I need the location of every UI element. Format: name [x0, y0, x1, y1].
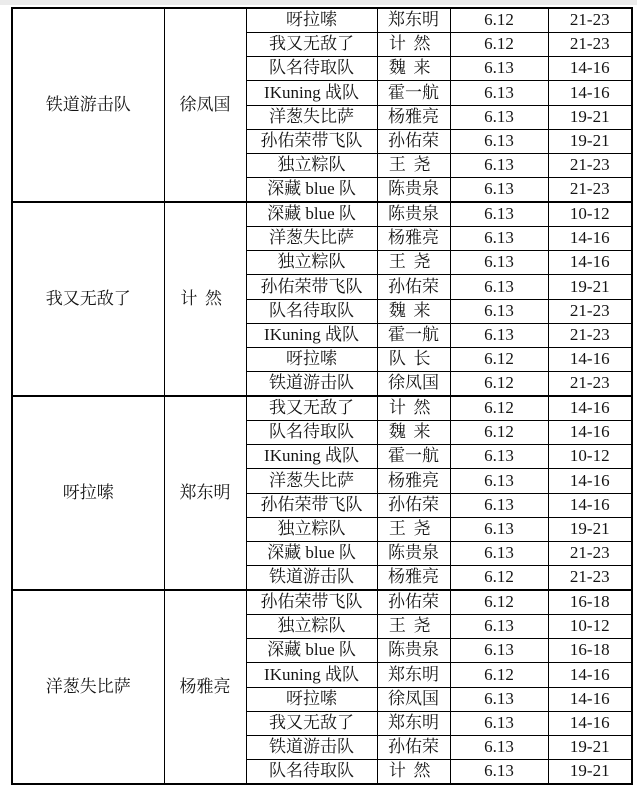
date-cell: 6.12	[450, 420, 548, 444]
opponent-team-cell: 队名待取队	[246, 420, 377, 444]
team-cell: 我又无敌了	[12, 202, 164, 396]
opponent-captain-cell: 计然	[377, 760, 450, 784]
opponent-captain-cell: 徐凤国	[377, 372, 450, 396]
opponent-team-cell: 深藏 blue 队	[246, 542, 377, 566]
table-row	[12, 202, 632, 226]
score-cell: 21-23	[548, 566, 632, 590]
opponent-team-cell: IKuning 战队	[246, 445, 377, 469]
opponent-team-cell: 我又无敌了	[246, 396, 377, 420]
opponent-team-cell: 洋葱失比萨	[246, 105, 377, 129]
date-cell: 6.13	[450, 202, 548, 226]
opponent-captain-cell: 队长	[377, 348, 450, 372]
opponent-captain-cell: 郑东明	[377, 663, 450, 687]
team-cell: 铁道游击队	[12, 8, 164, 202]
opponent-team-cell: 深藏 blue 队	[246, 639, 377, 663]
date-cell: 6.12	[450, 8, 548, 32]
date-cell: 6.13	[450, 275, 548, 299]
opponent-team-cell: 孙佑荣带飞队	[246, 129, 377, 153]
date-cell: 6.12	[450, 566, 548, 590]
score-cell: 19-21	[548, 736, 632, 760]
opponent-team-cell: 铁道游击队	[246, 566, 377, 590]
date-cell: 6.12	[450, 372, 548, 396]
opponent-captain-cell: 郑东明	[377, 711, 450, 735]
opponent-team-cell: 铁道游击队	[246, 372, 377, 396]
score-cell: 21-23	[548, 32, 632, 56]
date-cell: 6.13	[450, 81, 548, 105]
opponent-captain-cell: 王尧	[377, 517, 450, 541]
opponent-team-cell: 铁道游击队	[246, 736, 377, 760]
score-cell: 21-23	[548, 178, 632, 202]
opponent-team-cell: IKuning 战队	[246, 663, 377, 687]
captain-cell: 计然	[164, 202, 246, 396]
score-cell: 14-16	[548, 469, 632, 493]
date-cell: 6.13	[450, 760, 548, 784]
score-cell: 10-12	[548, 445, 632, 469]
opponent-team-cell: IKuning 战队	[246, 81, 377, 105]
date-cell: 6.12	[450, 32, 548, 56]
captain-cell: 杨雅亮	[164, 590, 246, 784]
opponent-team-cell: 孙佑荣带飞队	[246, 275, 377, 299]
opponent-team-cell: 队名待取队	[246, 760, 377, 784]
score-cell: 19-21	[548, 517, 632, 541]
opponent-captain-cell: 孙佑荣	[377, 129, 450, 153]
opponent-team-cell: 洋葱失比萨	[246, 469, 377, 493]
opponent-captain-cell: 王尧	[377, 154, 450, 178]
date-cell: 6.13	[450, 445, 548, 469]
opponent-captain-cell: 陈贵泉	[377, 202, 450, 226]
score-cell: 14-16	[548, 226, 632, 250]
opponent-team-cell: 深藏 blue 队	[246, 178, 377, 202]
opponent-captain-cell: 霍一航	[377, 323, 450, 347]
date-cell: 6.13	[450, 542, 548, 566]
date-cell: 6.13	[450, 493, 548, 517]
score-cell: 14-16	[548, 348, 632, 372]
table-row	[12, 8, 632, 32]
opponent-team-cell: 孙佑荣带飞队	[246, 590, 377, 614]
date-cell: 6.13	[450, 711, 548, 735]
date-cell: 6.13	[450, 154, 548, 178]
opponent-team-cell: 独立粽队	[246, 614, 377, 638]
opponent-captain-cell: 孙佑荣	[377, 493, 450, 517]
opponent-captain-cell: 徐凤国	[377, 687, 450, 711]
opponent-team-cell: 独立粽队	[246, 251, 377, 275]
opponent-captain-cell: 王尧	[377, 614, 450, 638]
date-cell: 6.13	[450, 517, 548, 541]
score-cell: 21-23	[548, 154, 632, 178]
score-cell: 14-16	[548, 396, 632, 420]
score-cell: 14-16	[548, 57, 632, 81]
opponent-captain-cell: 郑东明	[377, 8, 450, 32]
opponent-captain-cell: 杨雅亮	[377, 469, 450, 493]
captain-cell: 徐凤国	[164, 8, 246, 202]
score-cell: 19-21	[548, 760, 632, 784]
date-cell: 6.12	[450, 348, 548, 372]
opponent-team-cell: 我又无敌了	[246, 711, 377, 735]
opponent-captain-cell: 杨雅亮	[377, 566, 450, 590]
opponent-captain-cell: 孙佑荣	[377, 275, 450, 299]
team-cell: 洋葱失比萨	[12, 590, 164, 784]
score-cell: 19-21	[548, 275, 632, 299]
date-cell: 6.13	[450, 323, 548, 347]
opponent-team-cell: 队名待取队	[246, 57, 377, 81]
date-cell: 6.13	[450, 105, 548, 129]
score-cell: 14-16	[548, 663, 632, 687]
opponent-captain-cell: 计然	[377, 32, 450, 56]
date-cell: 6.13	[450, 299, 548, 323]
score-cell: 21-23	[548, 299, 632, 323]
score-cell: 14-16	[548, 687, 632, 711]
date-cell: 6.13	[450, 614, 548, 638]
date-cell: 6.13	[450, 687, 548, 711]
opponent-captain-cell: 杨雅亮	[377, 226, 450, 250]
opponent-captain-cell: 孙佑荣	[377, 736, 450, 760]
score-cell: 21-23	[548, 323, 632, 347]
opponent-team-cell: 队名待取队	[246, 299, 377, 323]
opponent-captain-cell: 霍一航	[377, 81, 450, 105]
opponent-captain-cell: 魏来	[377, 299, 450, 323]
opponent-team-cell: 洋葱失比萨	[246, 226, 377, 250]
opponent-team-cell: 独立粽队	[246, 154, 377, 178]
opponent-captain-cell: 计然	[377, 396, 450, 420]
score-cell: 21-23	[548, 8, 632, 32]
opponent-captain-cell: 杨雅亮	[377, 105, 450, 129]
opponent-team-cell: 深藏 blue 队	[246, 202, 377, 226]
team-cell: 呀拉嗦	[12, 396, 164, 590]
score-cell: 21-23	[548, 372, 632, 396]
match-schedule-table	[11, 7, 633, 785]
score-cell: 14-16	[548, 711, 632, 735]
opponent-captain-cell: 魏来	[377, 57, 450, 81]
score-cell: 19-21	[548, 129, 632, 153]
opponent-team-cell: 呀拉嗦	[246, 687, 377, 711]
date-cell: 6.13	[450, 251, 548, 275]
score-cell: 16-18	[548, 639, 632, 663]
opponent-captain-cell: 孙佑荣	[377, 590, 450, 614]
date-cell: 6.12	[450, 590, 548, 614]
table-row	[12, 590, 632, 614]
score-cell: 21-23	[548, 542, 632, 566]
table-row	[12, 396, 632, 420]
opponent-captain-cell: 王尧	[377, 251, 450, 275]
opponent-team-cell: 呀拉嗦	[246, 8, 377, 32]
opponent-team-cell: 我又无敌了	[246, 32, 377, 56]
date-cell: 6.13	[450, 129, 548, 153]
date-cell: 6.13	[450, 469, 548, 493]
date-cell: 6.12	[450, 663, 548, 687]
date-cell: 6.13	[450, 226, 548, 250]
opponent-team-cell: 呀拉嗦	[246, 348, 377, 372]
score-cell: 14-16	[548, 251, 632, 275]
score-cell: 10-12	[548, 202, 632, 226]
opponent-team-cell: IKuning 战队	[246, 323, 377, 347]
page-top-edge	[0, 0, 637, 5]
opponent-team-cell: 独立粽队	[246, 517, 377, 541]
score-cell: 10-12	[548, 614, 632, 638]
captain-cell: 郑东明	[164, 396, 246, 590]
date-cell: 6.13	[450, 178, 548, 202]
opponent-captain-cell: 霍一航	[377, 445, 450, 469]
opponent-team-cell: 孙佑荣带飞队	[246, 493, 377, 517]
opponent-captain-cell: 陈贵泉	[377, 542, 450, 566]
score-cell: 14-16	[548, 81, 632, 105]
score-cell: 14-16	[548, 420, 632, 444]
score-cell: 16-18	[548, 590, 632, 614]
score-cell: 14-16	[548, 493, 632, 517]
score-cell: 19-21	[548, 105, 632, 129]
opponent-captain-cell: 陈贵泉	[377, 178, 450, 202]
opponent-captain-cell: 魏来	[377, 420, 450, 444]
date-cell: 6.13	[450, 57, 548, 81]
date-cell: 6.13	[450, 639, 548, 663]
opponent-captain-cell: 陈贵泉	[377, 639, 450, 663]
date-cell: 6.12	[450, 396, 548, 420]
date-cell: 6.13	[450, 736, 548, 760]
